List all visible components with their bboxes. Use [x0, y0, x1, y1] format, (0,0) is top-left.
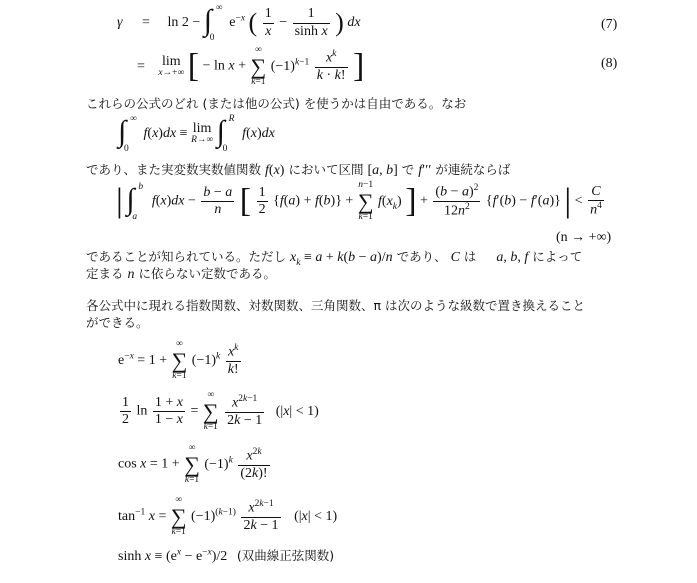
frac-1-over-x: $\frac{1}{x}$	[264, 6, 272, 39]
equation-number-7: (7)	[601, 17, 618, 32]
improper-integral-definition: ∫ ∞ 0 f(x)dx ≡ lim R→∞ ∫ R 0 f(x)dx	[118, 114, 275, 154]
paragraph-1: これらの公式のどれ (または他の公式) を使うかは自由である。なお	[86, 96, 467, 111]
sinh-definition: $\sinh x \equiv (e^x - e^{-x})/2$ (双曲線正弦関数)	[118, 547, 335, 564]
paragraph-2: であり、また実変数実数値関数 f(x) において区間 [a, b] で f′′′ が連続ならば	[86, 162, 511, 178]
gamma-symbol: γ	[117, 15, 123, 31]
frac-xk-over-kkfact: $\frac{x^k}{k \cdot k!}$	[316, 49, 346, 83]
exp-term: $e^{-x}$	[229, 13, 246, 31]
paragraph-4-cont: ができる。	[86, 315, 149, 330]
series-exp: $e^{-x} = 1$ + ∞ ∑ k=1 $(-1)^k$ $\frac{x^k}{k!}$	[118, 339, 239, 381]
series-arctan: $\tan^{-1} x$ = ∞ ∑ k=1 $(-1)^{(k-1)}$ $\frac{x^{2k-1}}{2k - 1}$ (|x| < 1)	[118, 495, 338, 537]
equals-sign: =	[137, 58, 145, 74]
series-cos: cos x = 1 + ∞ ∑ k=1 $(-1)^k$ $\frac{x^{2k}}{(2k)!}$	[118, 443, 268, 485]
paragraph-3-cont: 定まる n に依らない定数である。	[86, 266, 276, 282]
paragraph-4: 各公式中に現れる指数関数、対数関数、三角関数、π は次のような級数で置き換えること	[86, 298, 586, 313]
error-estimate: | ∫ b a f(x)dx − $\frac{b - a}{n}$ [ $\frac{1}{2}$ {f(a) + f(b)} + n−1 ∑ k=1 $f(x_k)$ ] + $\frac{(b - a)^2}{12n^2}$ {f′(b) − f′(a)} | < $\frac{C}{n^4}$	[116, 180, 602, 222]
equation-7: γ = ln 2 − ∫ ∞ 0 $e^{-x}$ ( $\frac{1}{x}$ − $\frac{1}{\text{sinh x}}$ ) dx	[117, 3, 361, 43]
series-log: $\frac{1}{2}$ ln $\frac{1 + x}{1 - x}$ = ∞ ∑ k=1 $\frac{x^{2k-1}}{2k - 1}$ (|x| < 1)	[122, 390, 319, 432]
paragraph-3: であることが知られている。ただし $x_k \equiv a + k(b - a)/n$ であり、 C は a, b, f によって	[86, 249, 583, 268]
limit-operator: lim x→+∞	[158, 53, 185, 78]
summation-sign: ∞ ∑ k=1	[250, 45, 267, 87]
equation-number-8: (8)	[601, 56, 618, 71]
equation-8: = lim x→+∞ [ − ln x + ∞ ∑ k=1 $(-1)^{k-1}$ $\frac{x^k}{k \cdot k!}$ ]	[137, 45, 365, 87]
limit-note: (n → +∞)	[556, 230, 612, 245]
ln2-term: ln 2 −	[167, 15, 201, 31]
sinh-note: (双曲線正弦関数)	[236, 548, 335, 563]
equals-sign: =	[142, 15, 150, 31]
integral-sign: ∫ ∞ 0	[203, 3, 223, 43]
frac-1-over-sinh: $\frac{1}{\text{sinh x}}$	[294, 6, 328, 39]
